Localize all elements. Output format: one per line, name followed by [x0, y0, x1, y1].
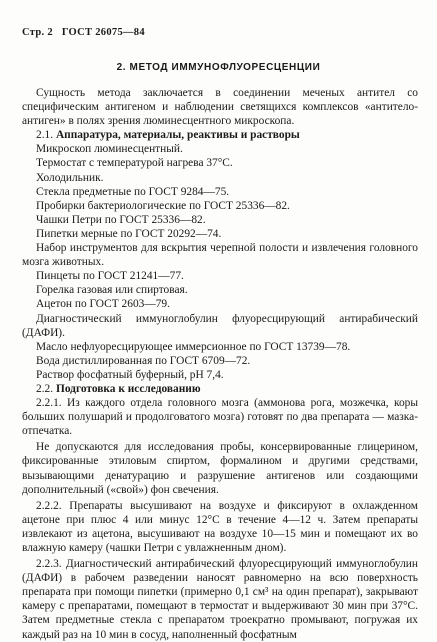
equipment-item: Холодильник. — [36, 171, 104, 184]
standard-code: ГОСТ 26075—84 — [61, 27, 145, 38]
page-header — [22, 27, 151, 38]
equipment-item: Набор инструментов для вскрытия черепной полости и извлечения головного мозга животных. — [22, 242, 418, 269]
subsection-title: Аппаратура, материалы, реактивы и растворы — [55, 129, 300, 142]
equipment-item: Горелка газовая или спиртовая. — [36, 284, 188, 297]
equipment-item: Пробирки бактериологические по ГОСТ 25336—82. — [36, 199, 290, 212]
paragraph-2-2-3: 2.2.3. Диагностический антирабический флуоресцирующий иммуноглобулин (ДАФИ) в рабочем разведении наносят равномерно на всю поверхность препарата при помощи пипетки (примерно 0,1 см³ на один препарат), закрывают камеру с препаратами, помещают в термостат и выдерживают 30 мин при 37°С. Затем предметные стекла с препаратом троекратно промывают, погружая их каждый раз на 10 мин в сосуд, наполненный фосфатным — [22, 558, 418, 641]
document-body — [22, 86, 418, 642]
paragraph-2-2-2: 2.2.2. Препараты высушивают на воздухе и фиксируют в охлажденном ацетоне при плюс 4 или минус 12°С в течение 4—12 ч. Затем препараты извлекают из ацетона, высушивают на воздухе 10—15 мин и помещают их во влажную камеру (чашки Петри с увлажненным дном). — [22, 499, 418, 554]
subsection-2-2-heading — [22, 382, 418, 396]
paragraph-exclusions: Не допускаются для исследования пробы, консервированные глицерином, фиксированные этиловым спиртом, формалином и другими средствами, вызывающими денатурацию и разрушение антигенов или создающими дополнительный («свой») фон свечения. — [22, 441, 418, 496]
subsection-number: 2.2. — [36, 382, 54, 395]
equipment-item: Стекла предметные по ГОСТ 9284—75. — [36, 185, 230, 198]
equipment-item: Микроскоп люминесцентный. — [36, 143, 183, 156]
equipment-item: Пипетки мерные по ГОСТ 20292—74. — [36, 227, 222, 240]
subsection-2-1-heading — [22, 128, 418, 142]
section-title: 2. МЕТОД ИММУНОФЛУОРЕСЦЕНЦИИ — [116, 62, 321, 73]
paragraph-2-2-1: 2.2.1. Из каждого отдела головного мозга (аммонова рога, мозжечка, коры больших полушарий и продолговатого мозга) готовят по два препарата — мазка-отпечатка. — [22, 397, 418, 438]
equipment-item: Масло нефлуоресцирующее иммерсионное по ГОСТ 13739—78. — [36, 340, 351, 353]
subsection-number: 2.1. — [36, 129, 54, 142]
page-number: Стр. 2 — [22, 27, 53, 38]
equipment-item: Чашки Петри по ГОСТ 25336—82. — [36, 213, 206, 226]
equipment-item: Термостат с температурой нагрева 37°С. — [36, 157, 233, 170]
equipment-item: Раствор фосфатный буферный, рН 7,4. — [36, 368, 224, 381]
equipment-item: Вода дистиллированная по ГОСТ 6709—72. — [36, 354, 251, 367]
subsection-title: Подготовка к исследованию — [55, 382, 201, 395]
equipment-item: Ацетон по ГОСТ 2603—79. — [36, 298, 170, 311]
intro-paragraph: Сущность метода заключается в соединении меченых антител со специфическим антигеном и наблюдении светящихся комплексов «антитело-антиген» в полях зрения люминесцентного микроскопа. — [22, 87, 418, 128]
equipment-item: Пинцеты по ГОСТ 21241—77. — [36, 270, 184, 283]
equipment-item: Диагностический иммуноглобулин флуоресцирующий антирабический (ДАФИ). — [22, 312, 418, 339]
